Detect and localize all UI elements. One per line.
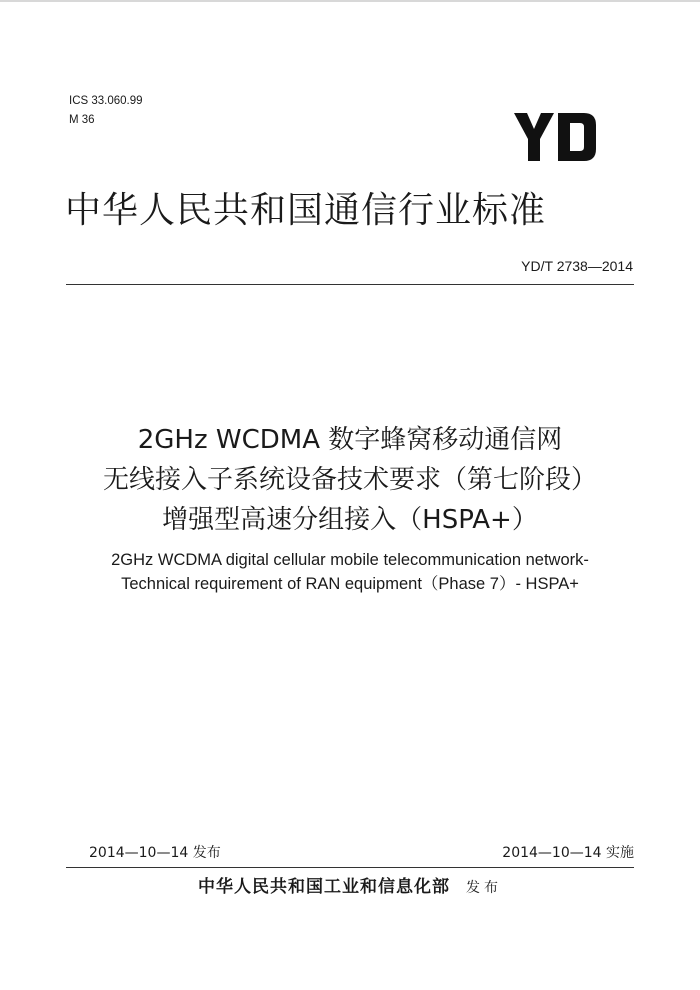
en-title-line: Technical requirement of RAN equipment（Phase 7）- HSPA+ bbox=[121, 575, 579, 593]
classification-codes bbox=[69, 92, 143, 130]
en-title-line: 2GHz WCDMA digital cellular mobile telecommunication network- bbox=[111, 551, 589, 569]
publisher-line bbox=[0, 872, 700, 897]
footer-divider bbox=[66, 867, 634, 868]
publish-verb: 发布 bbox=[466, 880, 502, 896]
header-divider bbox=[66, 284, 634, 285]
implementation-date: 2014—10—14 实施 bbox=[502, 845, 634, 861]
publisher-organization: 中华人民共和国工业和信息化部 bbox=[198, 877, 450, 897]
zh-title-line: 2GHz WCDMA 数字蜂窝移动通信网 bbox=[137, 425, 563, 455]
chinese-document-title bbox=[60, 420, 640, 540]
scan-edge-line bbox=[0, 0, 700, 2]
standard-number: YD/T 2738—2014 bbox=[521, 258, 633, 274]
issue-date: 2014—10—14 发布 bbox=[89, 845, 221, 861]
ccs-code: M 36 bbox=[69, 114, 95, 126]
zh-title-line: 增强型高速分组接入（HSPA+） bbox=[162, 505, 538, 535]
zh-title-line: 无线接入子系统设备技术要求（第七阶段） bbox=[102, 465, 597, 495]
english-document-title bbox=[40, 548, 660, 596]
ics-code: ICS 33.060.99 bbox=[69, 95, 143, 107]
standard-category-title: 中华人民共和国通信行业标准 bbox=[65, 190, 547, 231]
yd-logo-icon bbox=[514, 113, 596, 161]
